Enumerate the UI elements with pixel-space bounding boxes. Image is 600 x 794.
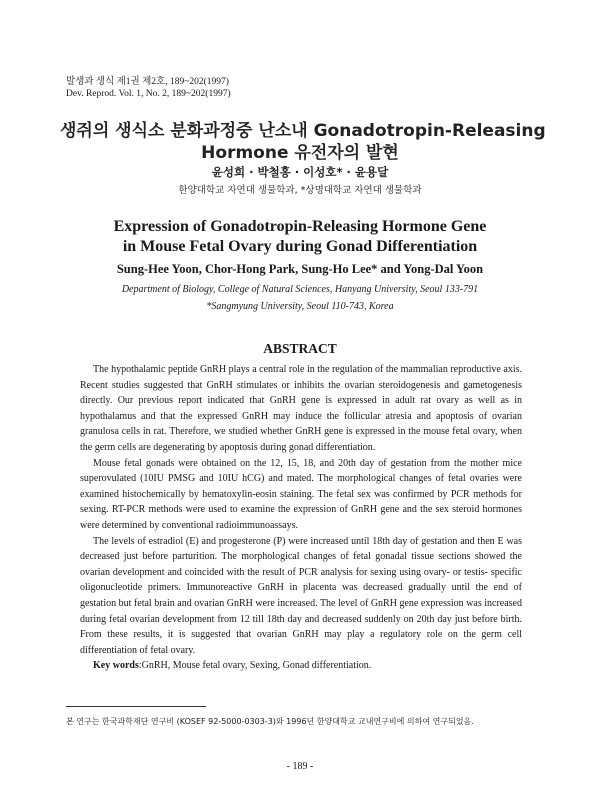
citation-english: Dev. Reprod. Vol. 1, No. 2, 189~202(1997) bbox=[66, 89, 231, 99]
english-affiliation-line-1: Department of Biology, College of Natural Sciences, Hanyang University, Seoul 133-791 bbox=[121, 284, 479, 295]
korean-authors: 윤성희 · 박철홍 · 이성호* · 윤용달 bbox=[211, 165, 389, 179]
funding-footnote: 본 연구는 한국과학재단 연구비 (KOSEF 92-5000-0303-3)와 1996년 한양대학교 교내연구비에 의하여 연구되었음. bbox=[66, 717, 474, 726]
abstract-paragraph: Mouse fetal gonads were obtained on the 12, 15, 18, and 20th day of gestation from the mother mice superovulated (10IU PMSG and 10IU hCG) and mated. The morphological changes of fetal ovaries were examined histochemically by hematoxylin-eosin staining. The fetal sex was confirmed by PCR methods for sexing. RT-PCR methods were used to examine the expression of GnRH gene and the sex steroid hormones were determined by conventional radioimmunoassays. bbox=[80, 457, 522, 531]
citation-korean: 발생과 생식 제1권 제2호, 189~202(1997) bbox=[66, 77, 229, 87]
korean-title bbox=[60, 120, 546, 164]
footnote-divider bbox=[66, 706, 206, 707]
abstract-heading: ABSTRACT bbox=[263, 341, 337, 356]
english-affiliation-line-2: *Sangmyung University, Seoul 110-743, Korea bbox=[206, 301, 394, 312]
english-affiliation bbox=[60, 281, 540, 315]
korean-title-line-1: 생쥐의 생식소 분화과정중 난소내 Gonadotropin-Releasing bbox=[60, 121, 546, 141]
english-title-line-1: Expression of Gonadotropin-Releasing Hormone Gene bbox=[113, 218, 487, 235]
english-title bbox=[60, 217, 540, 257]
keywords bbox=[80, 658, 522, 674]
korean-affiliation: 한양대학교 자연대 생물학과, *상명대학교 자연대 생물학과 bbox=[178, 185, 422, 196]
page-number: - 189 - bbox=[286, 761, 314, 772]
english-title-line-2: in Mouse Fetal Ovary during Gonad Differentiation bbox=[122, 238, 478, 255]
abstract-body bbox=[80, 362, 522, 674]
abstract-paragraph: The hypothalamic peptide GnRH plays a central role in the regulation of the mammalian reproductive axis. Recent studies suggested that GnRH stimulates or inhibits the ovarian steroidogenesis and gametogenesis directly. Our previous report indicated that GnRH gene is expressed in adult rat ovary as well as in hypothalamus and that the expressed GnRH may induce the follicular atresia and apoptosis of ovarian granulosa cells in rat. Therefore, we studied whether GnRH gene is expressed in the mouse fetal ovary, when the germ cells are degenerating by apoptosis during gonad differentiation. bbox=[80, 364, 522, 453]
citation-header bbox=[66, 76, 231, 100]
keywords-text: :GnRH, Mouse fetal ovary, Sexing, Gonad differentiation. bbox=[138, 660, 372, 672]
korean-title-line-2: Hormone 유전자의 발현 bbox=[201, 143, 399, 163]
keywords-label: Key words bbox=[93, 660, 139, 672]
abstract-paragraph: The levels of estradiol (E) and progesterone (P) were increased until 18th day of gestation and then E was decreased just before parturition. The morphological changes of fetal gonadal tissue sections showed the ovarian development and coincided with the result of PCR analysis for sexing using ovary- or testis- specific oligonucleotide primers. Immunoreactive GnRH in placenta was decreased gradually until the end of gestation but fetal brain and ovarian GnRH were increased. The level of GnRH gene expression was increased during fetal ovarian development from 12 till 18th day and decreased suddenly on 20th day just before birth. From these results, it is suggested that ovarian GnRH may play a regulatory role on the germ cell differentiation of fetal ovary. bbox=[80, 535, 522, 656]
english-authors: Sung-Hee Yoon, Chor-Hong Park, Sung-Ho Lee* and Yong-Dal Yoon bbox=[116, 262, 484, 276]
